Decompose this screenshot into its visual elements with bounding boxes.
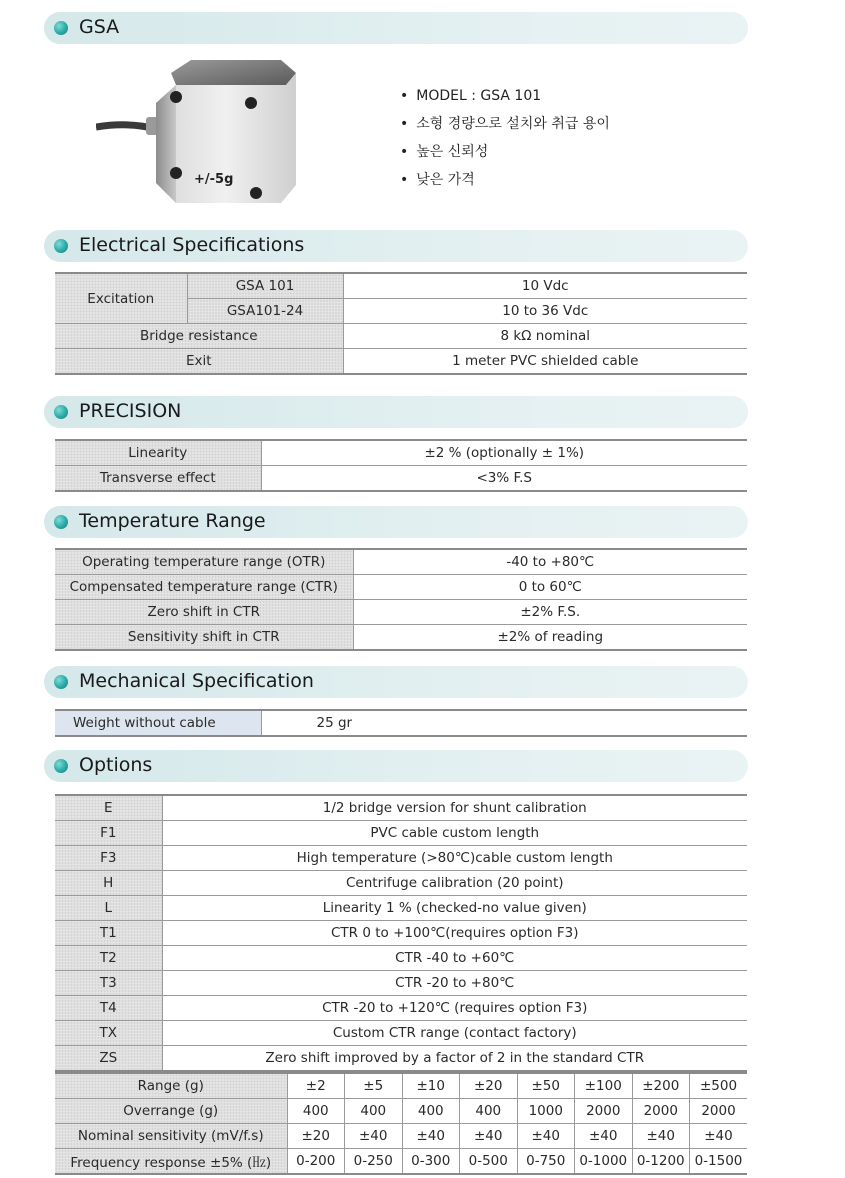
section-title: PRECISION <box>79 400 182 422</box>
electrical-spec-table <box>55 272 747 375</box>
range-cell: 0-750 <box>517 1149 575 1175</box>
spec-value: <3% F.S <box>261 466 747 492</box>
range-cell: 400 <box>287 1099 345 1124</box>
table-row <box>55 1021 747 1046</box>
range-cell: 0-1500 <box>690 1149 748 1175</box>
table-row <box>55 1046 747 1072</box>
spec-value: 25 gr <box>261 710 747 736</box>
option-code: T1 <box>55 921 162 946</box>
option-desc: Zero shift improved by a factor of 2 in the standard CTR <box>162 1046 747 1072</box>
mounting-hole <box>170 91 182 103</box>
section-title: Options <box>79 754 153 776</box>
spec-label: Exit <box>55 349 343 375</box>
option-code: T2 <box>55 946 162 971</box>
section-header-electrical <box>44 230 748 262</box>
range-cell: ±40 <box>517 1124 575 1149</box>
range-cell: 0-500 <box>460 1149 518 1175</box>
spec-value: ±2 % (optionally ± 1%) <box>261 440 747 466</box>
option-desc: CTR 0 to +100℃(requires option F3) <box>162 921 747 946</box>
range-cell: ±40 <box>632 1124 690 1149</box>
option-code: T3 <box>55 971 162 996</box>
spec-value: 0 to 60℃ <box>353 575 747 600</box>
table-row <box>55 1099 747 1124</box>
table-row <box>55 795 747 821</box>
range-cell: ±40 <box>402 1124 460 1149</box>
table-row <box>55 549 747 575</box>
section-title: GSA <box>79 16 120 38</box>
sensor-top <box>171 60 296 85</box>
bullet-dot-icon <box>54 239 68 253</box>
option-code: L <box>55 896 162 921</box>
range-cell: ±20 <box>287 1124 345 1149</box>
section-header-gsa <box>44 12 748 44</box>
option-desc: Custom CTR range (contact factory) <box>162 1021 747 1046</box>
spec-label: Linearity <box>55 440 261 466</box>
bullet-dot-icon <box>54 675 68 689</box>
excitation-value: 10 Vdc <box>343 273 747 299</box>
option-desc: CTR -20 to +120℃ (requires option F3) <box>162 996 747 1021</box>
option-desc: Centrifuge calibration (20 point) <box>162 871 747 896</box>
option-desc: CTR -40 to +60℃ <box>162 946 747 971</box>
range-table <box>55 1072 747 1175</box>
spec-value: 1 meter PVC shielded cable <box>343 349 747 375</box>
section-title: Temperature Range <box>79 510 266 532</box>
table-row <box>55 921 747 946</box>
option-desc: High temperature (>80℃)cable custom length <box>162 846 747 871</box>
spec-label: Operating temperature range (OTR) <box>55 549 353 575</box>
range-cell: ±40 <box>575 1124 633 1149</box>
section-header-mechanical <box>44 666 748 698</box>
table-row <box>55 971 747 996</box>
range-cell: 400 <box>345 1099 403 1124</box>
table-row <box>55 466 747 492</box>
excitation-model: GSA101-24 <box>187 299 343 324</box>
range-cell: ±20 <box>460 1073 518 1099</box>
spec-value: ±2% of reading <box>353 625 747 651</box>
table-row <box>55 600 747 625</box>
section-title: Electrical Specifications <box>79 234 305 256</box>
range-cell: ±40 <box>690 1124 748 1149</box>
range-label: Nominal sensitivity (mV/f.s) <box>55 1124 287 1149</box>
range-cell: 0-250 <box>345 1149 403 1175</box>
option-desc: PVC cable custom length <box>162 821 747 846</box>
range-label: Range (g) <box>55 1073 287 1099</box>
range-cell: 400 <box>460 1099 518 1124</box>
section-header-precision <box>44 396 748 428</box>
table-row <box>55 996 747 1021</box>
range-label: Frequency response ±5% (㎐) <box>55 1149 287 1175</box>
range-cell: ±2 <box>287 1073 345 1099</box>
option-code: TX <box>55 1021 162 1046</box>
range-cell: 2000 <box>632 1099 690 1124</box>
table-row <box>55 349 747 375</box>
sensor-image <box>96 55 306 215</box>
option-code: ZS <box>55 1046 162 1072</box>
excitation-model: GSA 101 <box>187 273 343 299</box>
feature-item: • 소형 경량으로 설치와 취급 용이 <box>400 114 610 142</box>
spec-label: Sensitivity shift in CTR <box>55 625 353 651</box>
range-cell: 0-1200 <box>632 1149 690 1175</box>
range-cell: 0-200 <box>287 1149 345 1175</box>
table-row <box>55 273 747 299</box>
range-cell: ±50 <box>517 1073 575 1099</box>
mounting-hole <box>170 167 182 179</box>
feature-item: • 높은 신뢰성 <box>400 142 610 170</box>
sensor-marking: +/-5g <box>194 172 234 187</box>
spec-label: Zero shift in CTR <box>55 600 353 625</box>
table-row <box>55 1124 747 1149</box>
spec-label: Weight without cable <box>55 710 261 736</box>
feature-item: • MODEL : GSA 101 <box>400 86 610 114</box>
table-row <box>55 846 747 871</box>
range-cell: ±5 <box>345 1073 403 1099</box>
range-cell: 0-1000 <box>575 1149 633 1175</box>
range-cell: 0-300 <box>402 1149 460 1175</box>
option-desc: CTR -20 to +80℃ <box>162 971 747 996</box>
options-table <box>55 794 747 1072</box>
bullet-dot-icon <box>54 405 68 419</box>
range-cell: 2000 <box>690 1099 748 1124</box>
table-row <box>55 625 747 651</box>
option-code: F1 <box>55 821 162 846</box>
option-code: T4 <box>55 996 162 1021</box>
spec-value: 8 kΩ nominal <box>343 324 747 349</box>
range-cell: ±40 <box>460 1124 518 1149</box>
table-row <box>55 896 747 921</box>
range-cell: ±40 <box>345 1124 403 1149</box>
bullet-dot-icon <box>54 515 68 529</box>
section-header-temperature <box>44 506 748 538</box>
range-cell: 400 <box>402 1099 460 1124</box>
section-title: Mechanical Specification <box>79 670 314 692</box>
mounting-hole <box>250 187 262 199</box>
bullet-dot-icon <box>54 21 68 35</box>
precision-table <box>55 439 747 492</box>
range-label: Overrange (g) <box>55 1099 287 1124</box>
table-row <box>55 710 747 736</box>
excitation-label: Excitation <box>55 273 187 324</box>
table-row <box>55 871 747 896</box>
spec-label: Bridge resistance <box>55 324 343 349</box>
option-code: H <box>55 871 162 896</box>
spec-value: -40 to +80℃ <box>353 549 747 575</box>
option-desc: Linearity 1 % (checked-no value given) <box>162 896 747 921</box>
range-cell: 2000 <box>575 1099 633 1124</box>
table-row <box>55 1073 747 1099</box>
excitation-value: 10 to 36 Vdc <box>343 299 747 324</box>
range-cell: ±200 <box>632 1073 690 1099</box>
product-features <box>400 86 610 198</box>
range-cell: ±500 <box>690 1073 748 1099</box>
bullet-dot-icon <box>54 759 68 773</box>
option-desc: 1/2 bridge version for shunt calibration <box>162 795 747 821</box>
table-row <box>55 440 747 466</box>
spec-label: Compensated temperature range (CTR) <box>55 575 353 600</box>
table-row <box>55 575 747 600</box>
spec-value: ±2% F.S. <box>353 600 747 625</box>
range-cell: 1000 <box>517 1099 575 1124</box>
table-row <box>55 946 747 971</box>
section-header-options <box>44 750 748 782</box>
mounting-hole <box>245 97 257 109</box>
feature-item: • 낮은 가격 <box>400 170 610 198</box>
option-code: E <box>55 795 162 821</box>
table-row <box>55 324 747 349</box>
temperature-table <box>55 548 747 651</box>
range-cell: ±10 <box>402 1073 460 1099</box>
range-cell: ±100 <box>575 1073 633 1099</box>
mechanical-table <box>55 709 747 737</box>
table-row <box>55 821 747 846</box>
option-code: F3 <box>55 846 162 871</box>
spec-label: Transverse effect <box>55 466 261 492</box>
table-row <box>55 1149 747 1175</box>
